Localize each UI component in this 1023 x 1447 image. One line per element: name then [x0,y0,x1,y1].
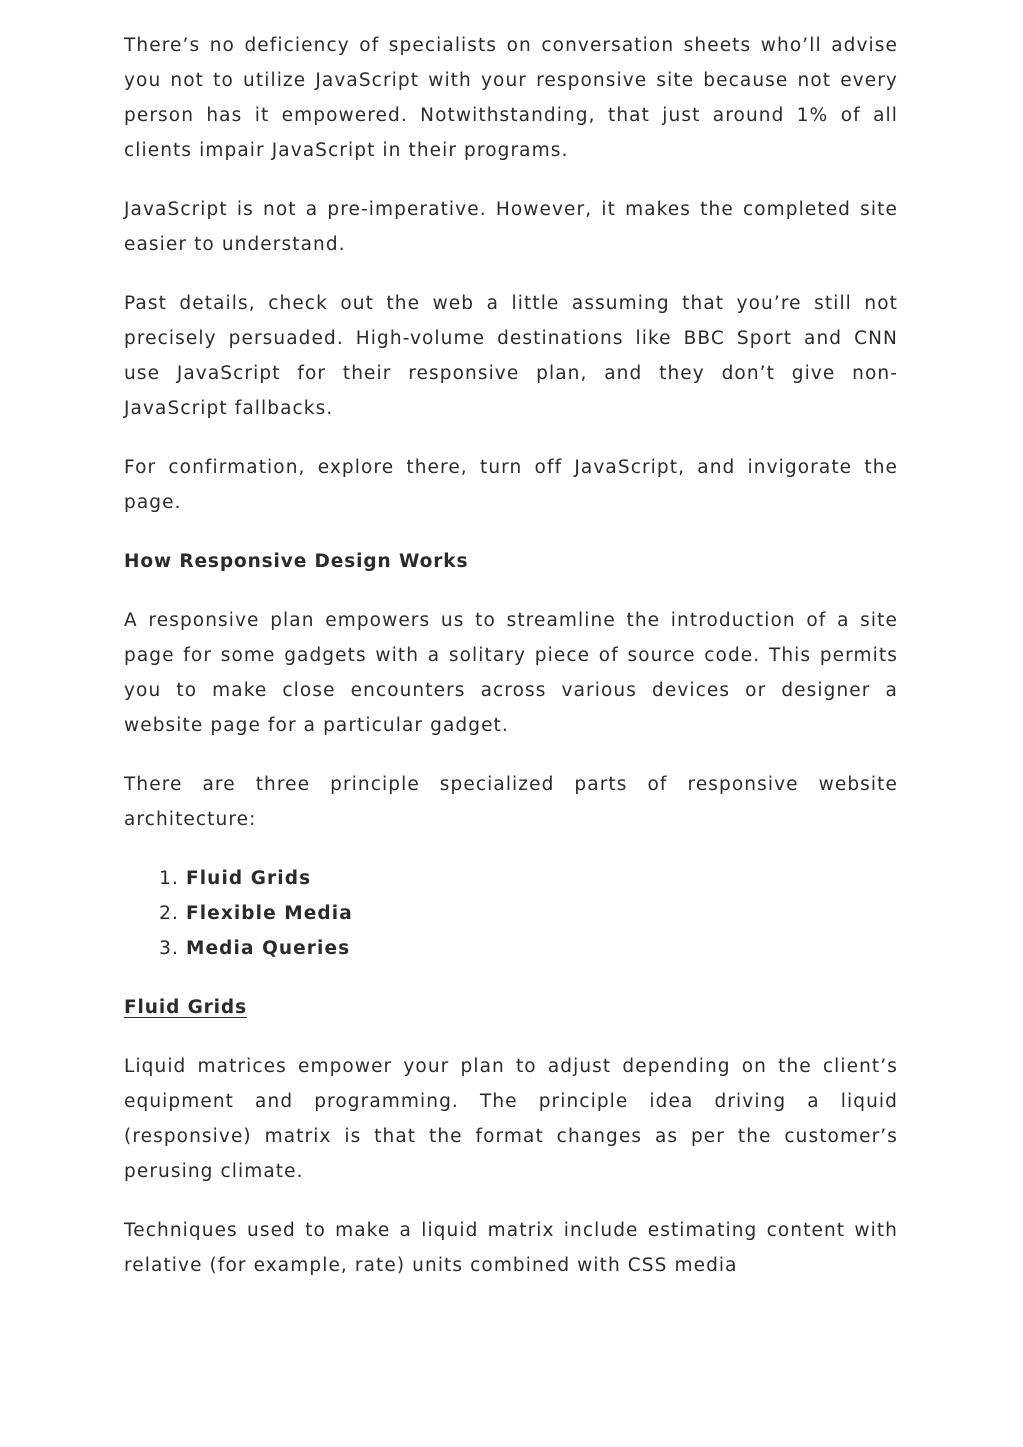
section-heading-how-responsive-design-works: How Responsive Design Works [124,551,469,572]
paragraph-techniques: Techniques used to make a liquid matrix include estimating content with relative (for example, rate) units combined with CSS media [124,1220,898,1276]
list-item [186,861,898,896]
list-item-label: Fluid Grids [186,868,312,889]
paragraph-liquid-matrices: Liquid matrices empower your plan to adjust depending on the client’s equipment and programming. The principle idea driving a liquid (responsive) matrix is that the format changes as per the customer’s perusing climate. [124,1056,898,1182]
list-item-label: Flexible Media [186,903,353,924]
paragraph-responsive-plan: A responsive plan empowers us to streamline the introduction of a site page for some gadgets with a solitary piece of source code. This permits you to make close encounters across various devices or designer a website page for a particular gadget. [124,610,898,736]
section-heading-fluid-grids: Fluid Grids [124,997,247,1018]
paragraph-three-parts: There are three principle specialized parts of responsive website architecture: [124,774,898,830]
list-item [186,896,898,931]
article-body [124,28,898,1307]
list-item-label: Media Queries [186,938,351,959]
paragraph-confirmation: For confirmation, explore there, turn off JavaScript, and invigorate the page. [124,457,898,513]
paragraph-high-volume-sites: Past details, check out the web a little assuming that you’re still not precisely persuaded. High-volume destinations like BBC Sport and CNN use JavaScript for their responsive plan, and they don’t give non-JavaScript fallbacks. [124,293,898,419]
paragraph-javascript-prerequisite: JavaScript is not a pre-imperative. However, it makes the completed site easier to understand. [124,199,898,255]
parts-list [124,861,898,966]
list-item [186,931,898,966]
paragraph-javascript-advice: There’s no deficiency of specialists on conversation sheets who’ll advise you not to utilize JavaScript with your responsive site because not every person has it empowered. Notwithstanding, that just around 1% of all clients impair JavaScript in their programs. [124,35,898,161]
